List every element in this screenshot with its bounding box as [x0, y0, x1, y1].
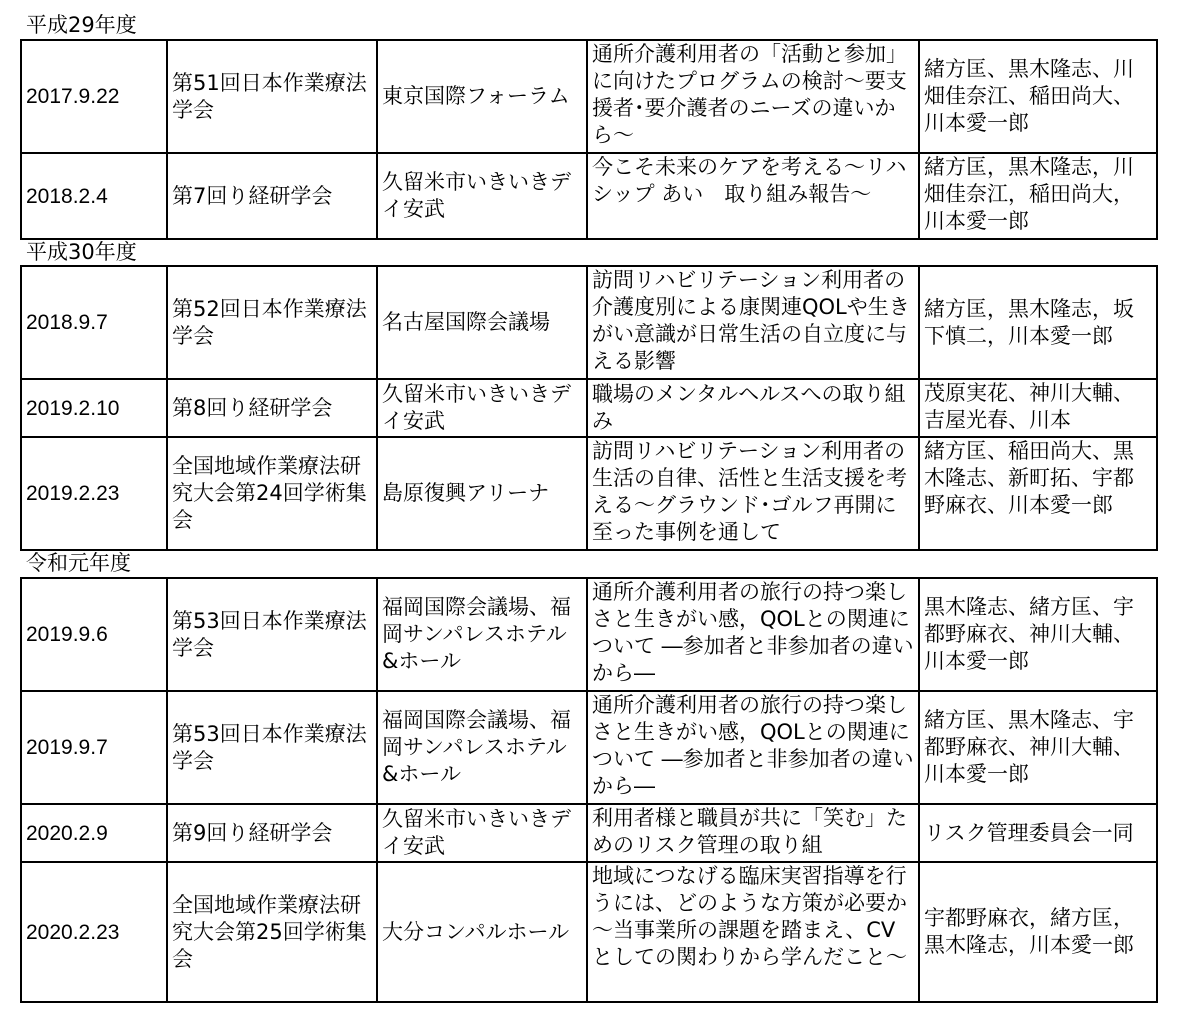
venue-cell: 東京国際フォーラム	[377, 40, 587, 153]
venue-cell: 福岡国際会議場、福岡サンパレスホテル&ホール	[377, 578, 587, 691]
authors-text: 茂原実花、神川大輔、吉屋光春、川本	[924, 381, 1134, 432]
date-cell: 2020.2.23	[21, 862, 167, 1002]
title-cell: 職場のメンタルヘルスへの取り組み	[587, 379, 919, 437]
title-text: 訪問リハビリテーション利用者の生活の自律、活性と生活支援を考える～グラウンド･ゴルフ再開に至った事例を通して	[592, 439, 907, 544]
authors-cell	[919, 153, 1157, 239]
title-cell	[587, 804, 919, 862]
table-row	[21, 153, 1157, 239]
table-row	[21, 379, 1157, 437]
authors-cell: 緒方匡、黒木隆志、宇都野麻衣、神川大輔、川本愛一郎	[919, 691, 1157, 804]
title-cell	[587, 437, 919, 550]
title-cell	[587, 578, 919, 691]
title-cell	[587, 266, 919, 379]
conference-cell: 第51回日本作業療法学会	[167, 40, 377, 153]
date-cell: 2019.9.7	[21, 691, 167, 804]
date-cell: 2019.9.6	[21, 578, 167, 691]
title-text: 地域につなげる臨床実習指導を行うには、どのような方策が必要か～当事業所の課題を踏まえ、CVとしての関わりから学んだこと～	[592, 864, 907, 969]
conference-cell: 第8回り経研学会	[167, 379, 377, 437]
conference-cell: 第53回日本作業療法学会	[167, 691, 377, 804]
authors-cell: 宇都野麻衣，緒方匡，黒木隆志，川本愛一郎	[919, 862, 1157, 1002]
conference-cell: 第7回り経研学会	[167, 153, 377, 239]
authors-cell	[919, 379, 1157, 437]
section-title: 平成30年度	[26, 240, 137, 264]
section-title: 平成29年度	[26, 13, 137, 37]
date-cell: 2020.2.9	[21, 804, 167, 862]
venue-cell: 大分コンパルホール	[377, 862, 587, 1002]
title-cell	[587, 862, 919, 1002]
table-row	[21, 691, 1157, 804]
authors-cell: 緒方匡，黒木隆志，坂下慎二，川本愛一郎	[919, 266, 1157, 379]
title-text: 利用者様と職員が共に「笑む」ためのリスク管理の取り組	[592, 806, 907, 857]
conference-cell: 第52回日本作業療法学会	[167, 266, 377, 379]
section-title: 令和元年度	[26, 551, 131, 575]
title-cell	[587, 40, 919, 153]
title-cell	[587, 153, 919, 239]
authors-text: 緒方匡，黒木隆志，川畑佳奈江，稲田尚大，川本愛一郎	[924, 155, 1134, 233]
venue-cell: 福岡国際会議場、福岡サンパレスホテル&ホール	[377, 691, 587, 804]
venue-cell: 久留米市いきいきデイ安武	[377, 379, 587, 437]
date-cell: 2018.9.7	[21, 266, 167, 379]
table-row	[21, 578, 1157, 691]
authors-cell: リスク管理委員会一同	[919, 804, 1157, 862]
authors-cell	[919, 437, 1157, 550]
date-cell: 2017.9.22	[21, 40, 167, 153]
presentation-table	[20, 265, 1158, 551]
conference-cell: 全国地域作業療法研究大会第25回学術集会	[167, 862, 377, 1002]
authors-text: 緒方匡、稲田尚大、黒木隆志、新町拓、宇都野麻衣、川本愛一郎	[924, 439, 1134, 517]
table-row	[21, 40, 1157, 153]
table-row	[21, 804, 1157, 862]
title-text: 今こそ未来のケアを考える～リハシップ あい 取り組み報告～	[592, 155, 907, 206]
presentation-table	[20, 577, 1158, 1003]
table-row	[21, 437, 1157, 550]
conference-cell: 第9回り経研学会	[167, 804, 377, 862]
venue-cell: 名古屋国際会議場	[377, 266, 587, 379]
table-row	[21, 862, 1157, 1002]
title-cell	[587, 691, 919, 804]
authors-cell: 黒木隆志、緒方匡、宇都野麻衣、神川大輔、川本愛一郎	[919, 578, 1157, 691]
title-text: 通所介護利用者の旅行の持つ楽しさと生きがい感，QOLとの関連について ―参加者と非参加者の違いから―	[592, 580, 914, 685]
date-cell: 2019.2.23	[21, 437, 167, 550]
presentation-table	[20, 39, 1158, 240]
authors-cell: 緒方匡、黒木隆志、川畑佳奈江、稲田尚大、川本愛一郎	[919, 40, 1157, 153]
table-row	[21, 266, 1157, 379]
title-text: 通所介護利用者の「活動と参加」に向けたプログラムの検討～要支援者･要介護者のニーズの違いから～	[592, 42, 907, 147]
title-text: 訪問リハビリテーション利用者の介護度別による康関連QOLや生きがい意識が日常生活の自立度に与える影響	[592, 268, 910, 373]
conference-cell: 第53回日本作業療法学会	[167, 578, 377, 691]
venue-cell: 久留米市いきいきデイ安武	[377, 153, 587, 239]
title-text: 通所介護利用者の旅行の持つ楽しさと生きがい感，QOLとの関連について ―参加者と非参加者の違いから―	[592, 693, 914, 798]
conference-cell: 全国地域作業療法研究大会第24回学術集会	[167, 437, 377, 550]
venue-cell: 久留米市いきいきデイ安武	[377, 804, 587, 862]
date-cell: 2018.2.4	[21, 153, 167, 239]
venue-cell: 島原復興アリーナ	[377, 437, 587, 550]
date-cell: 2019.2.10	[21, 379, 167, 437]
